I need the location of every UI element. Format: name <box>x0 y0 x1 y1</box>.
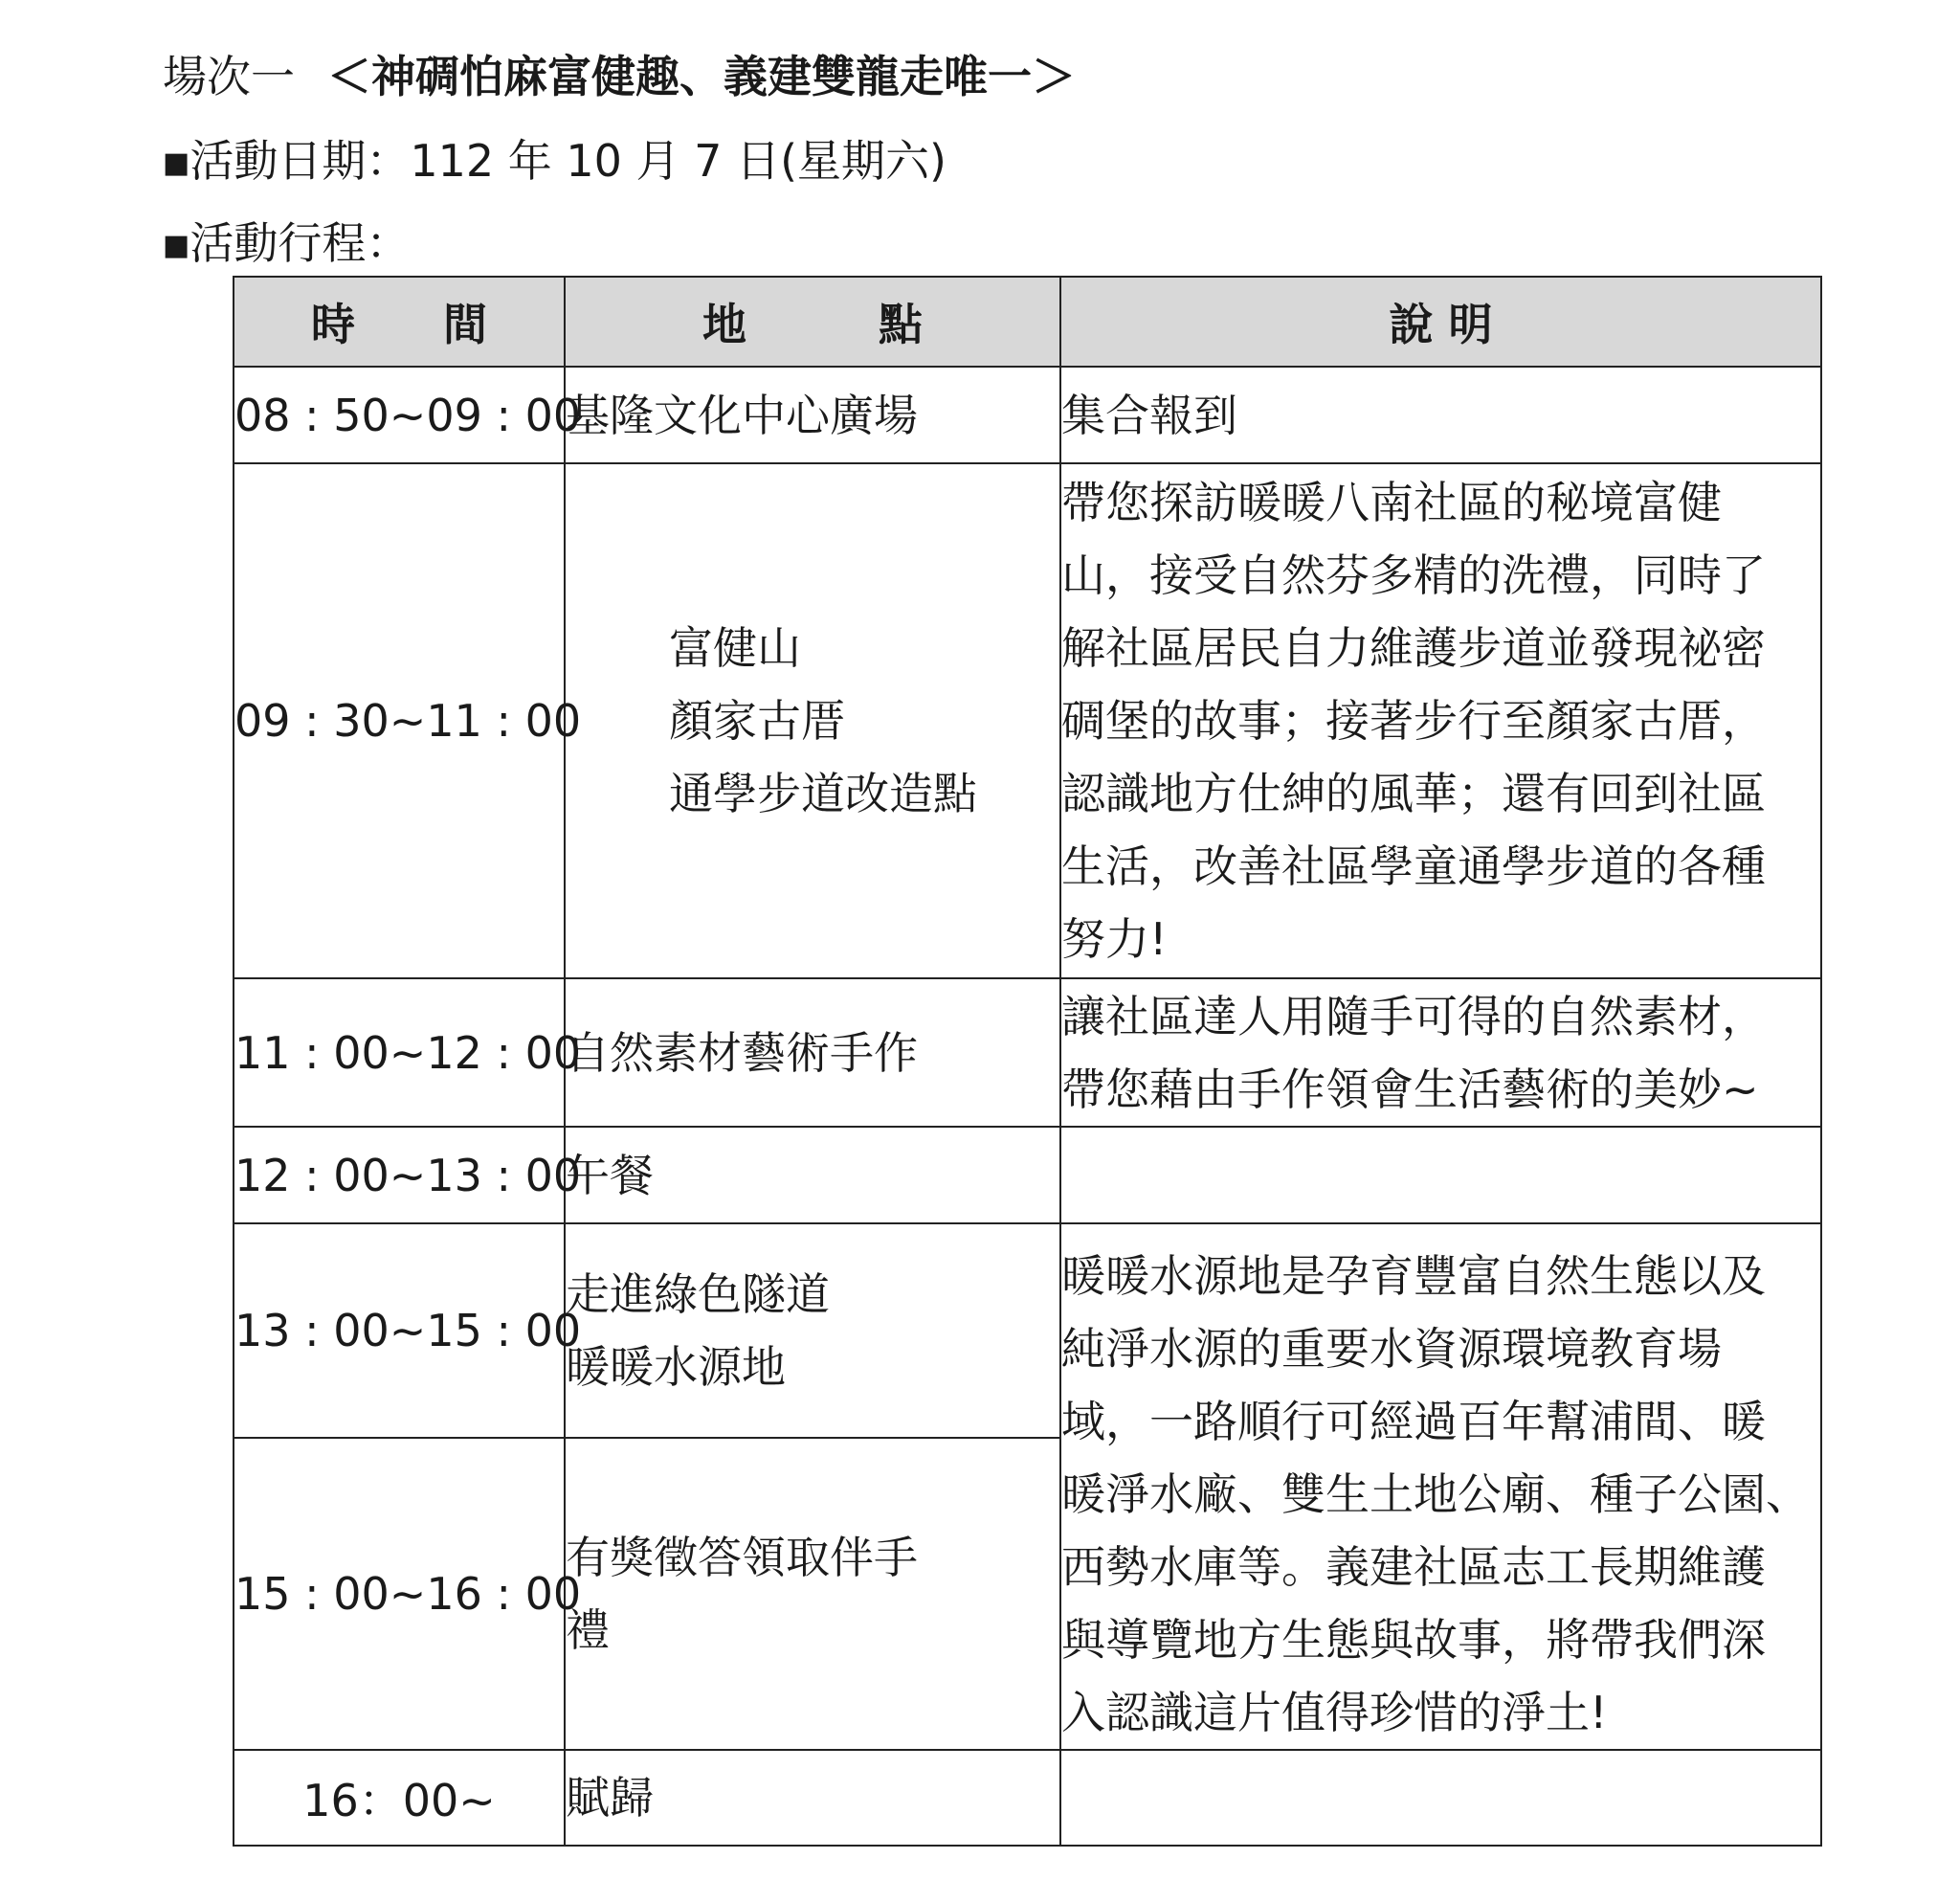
schedule-table <box>233 276 1822 1847</box>
session-title: ＜神碉怕麻富健趣、義建雙龍走唯一＞ <box>327 51 1076 102</box>
table-row <box>234 1223 1821 1438</box>
header-place: 地 點 <box>565 277 1060 367</box>
table-row <box>234 978 1821 1127</box>
place-cell: 賦歸 <box>565 1750 1060 1846</box>
place-cell: 自然素材藝術手作 <box>565 978 1060 1127</box>
time-cell: 16：00~ <box>234 1750 565 1846</box>
time-cell: 11 : 00~12 : 00 <box>234 978 565 1127</box>
description-cell: 讓社區達人用隨手可得的自然素材， 帶您藉由手作領會生活藝術的美妙~ <box>1060 978 1821 1127</box>
place-cell: 基隆文化中心廣場 <box>565 367 1060 463</box>
place-cell: 午餐 <box>565 1127 1060 1223</box>
schedule-heading: 活動行程： <box>189 217 411 269</box>
place-cell: 富健山 顏家古厝 通學步道改造點 <box>565 463 1060 978</box>
date-text: 活動日期：112 年 10 月 7 日(星期六) <box>189 135 947 187</box>
time-cell: 12 : 00~13 : 00 <box>234 1127 565 1223</box>
table-row <box>234 367 1821 463</box>
table-row <box>234 463 1821 978</box>
table-row <box>234 1127 1821 1223</box>
description-cell: 帶您探訪暖暖八南社區的秘境富健 山，接受自然芬多精的洗禮，同時了 解社區居民自力維護步道並發現祕密 碉堡的故事；接著步行至顏家古厝， 認識地方仕紳的風華；還有回到社區 生活，改善社區學童通學步道的各種 努力! <box>1060 463 1821 978</box>
description-cell: 集合報到 <box>1060 367 1821 463</box>
date-line <box>163 132 947 192</box>
header-description: 說 明 <box>1060 277 1821 367</box>
place-cell: 有獎徵答領取伴手 禮 <box>565 1438 1060 1750</box>
description-cell <box>1060 1127 1821 1223</box>
table-header-row <box>234 277 1821 367</box>
place-cell: 走進綠色隧道 暖暖水源地 <box>565 1223 1060 1438</box>
bullet-square-icon: ■ <box>163 146 190 180</box>
session-label: 場次一 <box>163 51 295 102</box>
bullet-square-icon: ■ <box>163 229 190 262</box>
header-time: 時 間 <box>234 277 565 367</box>
table-row <box>234 1750 1821 1846</box>
time-cell: 13 : 00~15 : 00 <box>234 1223 565 1438</box>
session-heading <box>163 48 1076 105</box>
time-cell: 15 : 00~16 : 00 <box>234 1438 565 1750</box>
description-cell <box>1060 1750 1821 1846</box>
description-cell: 暖暖水源地是孕育豐富自然生態以及 純淨水源的重要水資源環境教育場 域，一路順行可經過百年幫浦間、暖 暖淨水廠、雙生土地公廟、種子公園、 西勢水庫等。義建社區志工長期維護 與導覽地方生態與故事，將帶我們深 入認識這片值得珍惜的淨土! <box>1060 1223 1821 1750</box>
time-cell: 09 : 30~11 : 00 <box>234 463 565 978</box>
schedule-heading-line <box>163 214 410 275</box>
time-cell: 08 : 50~09 : 00 <box>234 367 565 463</box>
